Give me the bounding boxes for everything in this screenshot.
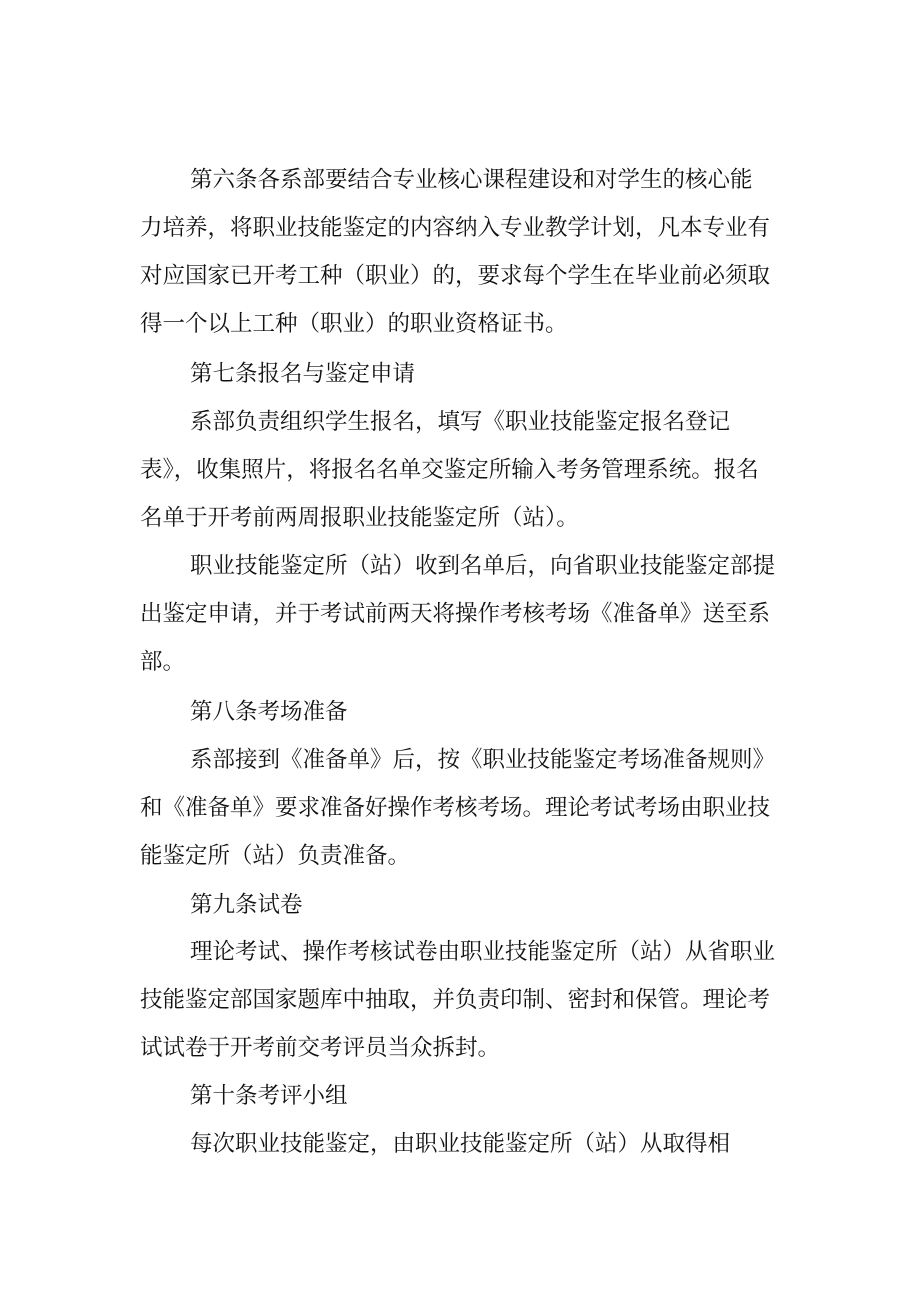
article-8-line-2: 和《准备单》要求准备好操作考核考场。理论考试考场由职业技 <box>140 795 771 821</box>
article-9-line-2: 技能鉴定部国家题库中抽取，并负责印制、密封和保管。理论考 <box>140 987 771 1013</box>
article-6-line-2: 力培养，将职业技能鉴定的内容纳入专业教学计划，凡本专业有 <box>140 215 771 241</box>
article-8-line-3: 能鉴定所（站）负责准备。 <box>140 843 411 869</box>
article-8-heading: 第八条考场准备 <box>190 699 348 725</box>
article-7-para-1-line-2: 表》，收集照片，将报名名单交鉴定所输入考务管理系统。报名 <box>140 457 759 483</box>
article-7-para-1-line-3: 名单于开考前两周报职业技能鉴定所（站）。 <box>140 505 579 531</box>
article-7-heading: 第七条报名与鉴定申请 <box>190 361 416 387</box>
article-8-line-1: 系部接到《准备单》后，按《职业技能鉴定考场准备规则》 <box>190 747 776 773</box>
article-6-line-1: 第六条各系部要结合专业核心课程建设和对学生的核心能 <box>190 167 753 193</box>
article-7-para-2-line-3: 部。 <box>140 649 186 675</box>
article-10-heading: 第十条考评小组 <box>190 1083 348 1109</box>
article-7-para-2-line-1: 职业技能鉴定所（站）收到名单后，向省职业技能鉴定部提 <box>190 553 776 579</box>
article-9-line-3: 试试卷于开考前交考评员当众拆封。 <box>140 1035 501 1061</box>
article-6-line-4: 得一个以上工种（职业）的职业资格证书。 <box>140 311 568 337</box>
article-6-line-3: 对应国家已开考工种（职业）的，要求每个学生在毕业前必须取 <box>140 263 771 289</box>
article-7-para-1-line-1: 系部负责组织学生报名，填写《职业技能鉴定报名登记 <box>190 409 731 435</box>
article-7-para-2-line-2: 出鉴定申请，并于考试前两天将操作考核考场《准备单》送至系 <box>140 601 771 627</box>
article-9-heading: 第九条试卷 <box>190 892 303 918</box>
article-9-line-1: 理论考试、操作考核试卷由职业技能鉴定所（站）从省职业 <box>190 939 776 965</box>
article-10-line-1: 每次职业技能鉴定，由职业技能鉴定所（站）从取得相 <box>190 1131 731 1157</box>
